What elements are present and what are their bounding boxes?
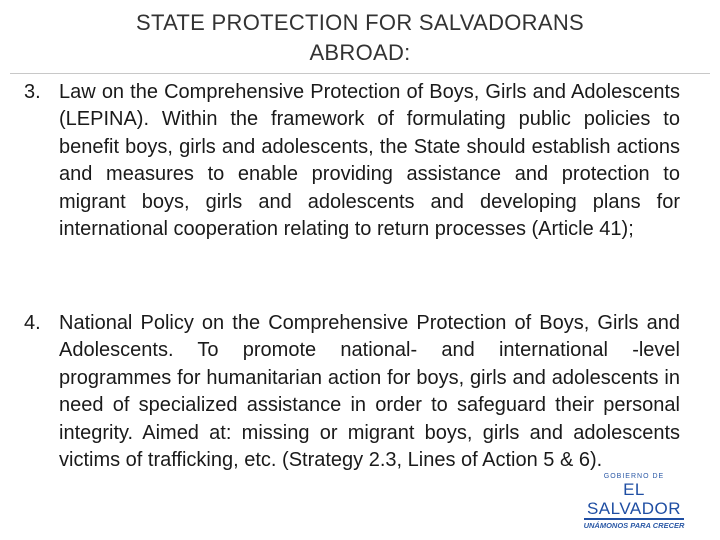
list-item-text: Law on the Comprehensive Protection of Boys, Girls and Adolescents (LEPINA). Within the framework of formulating public policies to benefit boys, girls and adolescents, the State should establish actions and measures to enable providing assistance and protection to migrant boys, girls and adolescents and developing plans for international cooperation relating to return processes (Article 41); — [59, 81, 680, 241]
logo-main-text: EL SALVADOR — [586, 480, 682, 518]
logo-slogan: UNÁMONOS PARA CRECER — [583, 521, 685, 530]
list-item-number: 4. — [24, 312, 41, 334]
logo-underline — [584, 518, 684, 520]
list-item-3 — [24, 79, 680, 243]
list-item-text: National Policy on the Comprehensive Protection of Boys, Girls and Adolescents. To promote national- and international -level programmes for humanitarian action for boys, girls and adolescents in need of specialized assistance in order to safeguard their personal integrity. Aimed at: missing or migrant boys, girls and adolescents victims of trafficking, etc. (Strategy 2.3, Lines of Action 5 & 6). — [59, 312, 680, 472]
logo-top-text: GOBIERNO DE — [603, 473, 665, 480]
slide-title-line-1: STATE PROTECTION FOR SALVADORANS — [135, 10, 585, 35]
slide-title — [0, 8, 720, 68]
government-logo — [578, 473, 690, 530]
list-item-number: 3. — [24, 81, 41, 103]
slide-title-line-2: ABROAD: — [309, 40, 411, 65]
list-item-4 — [24, 310, 680, 474]
title-divider — [10, 73, 710, 74]
